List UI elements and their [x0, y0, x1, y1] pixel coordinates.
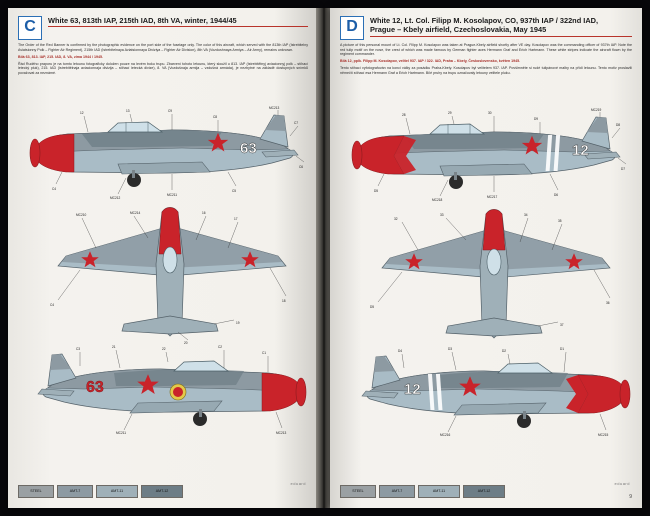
svg-text:28: 28	[402, 113, 406, 117]
svg-text:MC214: MC214	[130, 211, 141, 215]
svg-text:C5: C5	[232, 189, 237, 193]
page-number: 9	[629, 494, 632, 500]
left-color-chips	[18, 485, 183, 498]
chip-amt-11: AMT-11	[96, 485, 138, 498]
svg-text:16: 16	[202, 211, 206, 215]
chip-amt-7-right: AMT-7	[379, 485, 415, 498]
left-notes-cz-bold: Bílá 63, 813. IAP, 215. IAD, 8. VA, zima 1944 / 1945.	[18, 54, 103, 59]
marking-letter-d: D	[340, 16, 364, 40]
svg-text:13: 13	[126, 109, 130, 113]
svg-text:19: 19	[236, 321, 240, 325]
svg-text:D2: D2	[502, 349, 507, 353]
svg-text:D5: D5	[374, 189, 379, 193]
svg-text:MC212: MC212	[110, 196, 121, 200]
right-title-2: Prague – Kbely airfield, Czechoslovakia, May 1945	[370, 25, 547, 35]
profile-side-right-d	[344, 108, 634, 203]
chip-amt-12: AMT-12	[141, 485, 183, 498]
right-page	[330, 8, 642, 508]
svg-text:12: 12	[404, 381, 421, 398]
chip-steel-right: STEEL	[340, 485, 376, 498]
svg-text:C2: C2	[218, 345, 223, 349]
left-notes	[18, 43, 308, 76]
svg-text:D7: D7	[621, 167, 626, 171]
left-header	[18, 16, 308, 78]
svg-text:34: 34	[524, 213, 528, 217]
svg-text:MC215: MC215	[598, 433, 609, 437]
svg-text:D4: D4	[398, 349, 403, 353]
marking-letter-c: C	[18, 16, 42, 40]
svg-text:MC211: MC211	[167, 193, 178, 197]
right-color-chips	[340, 485, 505, 498]
svg-text:D1: D1	[560, 347, 565, 351]
svg-text:MC210: MC210	[76, 213, 87, 217]
svg-text:29: 29	[448, 111, 452, 115]
svg-text:37: 37	[560, 323, 564, 327]
left-brand-mark: eduard	[290, 481, 306, 486]
svg-text:D6: D6	[554, 193, 559, 197]
plan-view-top-left-c	[38, 204, 303, 344]
profile-side-left-c-starboard	[28, 344, 313, 434]
svg-text:C9: C9	[168, 109, 173, 113]
right-notes-cz-bold: Bílá 12, pplk. Filipp M. Kosolapov, velitel 937. IAP / 322. IAD, Praha – Kbely, Československo, květen 1945.	[340, 59, 521, 64]
svg-text:C6: C6	[299, 165, 304, 169]
profile-side-left-c	[22, 106, 312, 201]
profile-side-right-d-starboard	[352, 346, 637, 436]
chip-amt-7: AMT-7	[57, 485, 93, 498]
right-title-1: White 12, Lt. Col. Filipp M. Kosolapov, CO, 937th IAP / 322nd IAD,	[370, 16, 599, 25]
right-notes-en: A picture of this personal mount of Lt. Col. Filipp M. Kosolapov was taken at Prague-Kbely airfield shortly after VE day. Kosolapov was the commanding officer of 937th IAP. Note the red tulip motif on the nose, the crest of which was made famous by German fighter aces Hermann Graf and Erich Hartmann. These white stripes indicate the aircraft flown by the regiment commander.	[340, 43, 632, 57]
svg-text:C1: C1	[262, 351, 267, 355]
right-notes-cz: Tento stíhací vyfotografován na konci války za posádku Praha-Kbely. Kosolapov byl velitelem 937. IAP. Povšimněte si rudé tulipánové malby na přídi letounu. Tento motiv proslavili němečtí stíhací esa Hermann Graf a Erich Hartmann. Bílé pruhy na trupu označovaly letouny velitele pluku.	[340, 66, 632, 75]
svg-text:C3: C3	[76, 347, 81, 351]
svg-text:36: 36	[606, 301, 610, 305]
svg-text:MC218: MC218	[432, 198, 443, 202]
svg-text:MC217: MC217	[487, 195, 498, 199]
chip-amt-12-right: AMT-12	[463, 485, 505, 498]
svg-text:C4: C4	[52, 187, 57, 191]
right-header	[340, 16, 632, 78]
svg-text:D3: D3	[448, 347, 453, 351]
svg-text:D5: D5	[370, 305, 375, 309]
svg-text:20: 20	[184, 341, 188, 345]
svg-text:63: 63	[240, 140, 257, 157]
svg-text:21: 21	[112, 345, 116, 349]
svg-text:17: 17	[234, 217, 238, 221]
svg-text:C8: C8	[213, 115, 218, 119]
svg-text:C4: C4	[50, 303, 55, 307]
chip-steel: STEEL	[18, 485, 54, 498]
right-brand-mark: eduard	[614, 481, 630, 486]
svg-text:D9: D9	[534, 117, 539, 121]
chip-amt-11-right: AMT-11	[418, 485, 460, 498]
svg-text:35: 35	[558, 219, 562, 223]
svg-text:32: 32	[394, 217, 398, 221]
svg-text:30: 30	[488, 111, 492, 115]
svg-text:12: 12	[572, 142, 589, 159]
svg-text:MC216: MC216	[440, 433, 451, 437]
svg-text:18: 18	[282, 299, 286, 303]
plan-view-top-right-d	[362, 206, 627, 346]
left-notes-cz: Řád Rudého praporu je na tomto letounu fotograficky doložen pouze na levém boku trupu. Zbarvení tohoto letounu, který sloužil u 813. IAP (Istrebitělnyj aviacionnyj polk – stíhací letecký pluk), 215. IAD (Istrebitělnaja aviacionnaja divizija – stíhací letecká divize), 8. VA (Vozdušnaja armija – vzdušná armáda), je nezbytné na základě dostupných snímků považovat za neznámé.	[18, 61, 308, 75]
svg-text:22: 22	[162, 347, 166, 351]
right-notes	[340, 43, 632, 76]
svg-text:MC219: MC219	[591, 108, 602, 112]
left-notes-en: The Order of the Red Banner is confirmed by the photographic evidence on the port side of the fuselage only. The color of this aircraft, which served with the 813th IAP (Istrebitelny Aviatsionny Polk – Fighter Air Regiment), 215th IAD (Istrebitelnaya Aviatsionnaya Diviziya – Fighter Air Division), 8th VA (Vozdushnaya Armiya – Air Army), remains unknown.	[18, 43, 308, 52]
svg-text:MC213: MC213	[269, 106, 280, 110]
left-page	[8, 8, 318, 508]
svg-text:12: 12	[80, 111, 84, 115]
svg-text:C7: C7	[294, 121, 299, 125]
svg-text:63: 63	[86, 379, 104, 396]
svg-text:D8: D8	[616, 123, 621, 127]
svg-text:MC213: MC213	[276, 431, 287, 435]
svg-text:MC211: MC211	[116, 431, 127, 435]
svg-text:33: 33	[440, 213, 444, 217]
left-title: White 63, 813th IAP, 215th IAD, 8th VA, winter, 1944/45	[48, 16, 237, 25]
